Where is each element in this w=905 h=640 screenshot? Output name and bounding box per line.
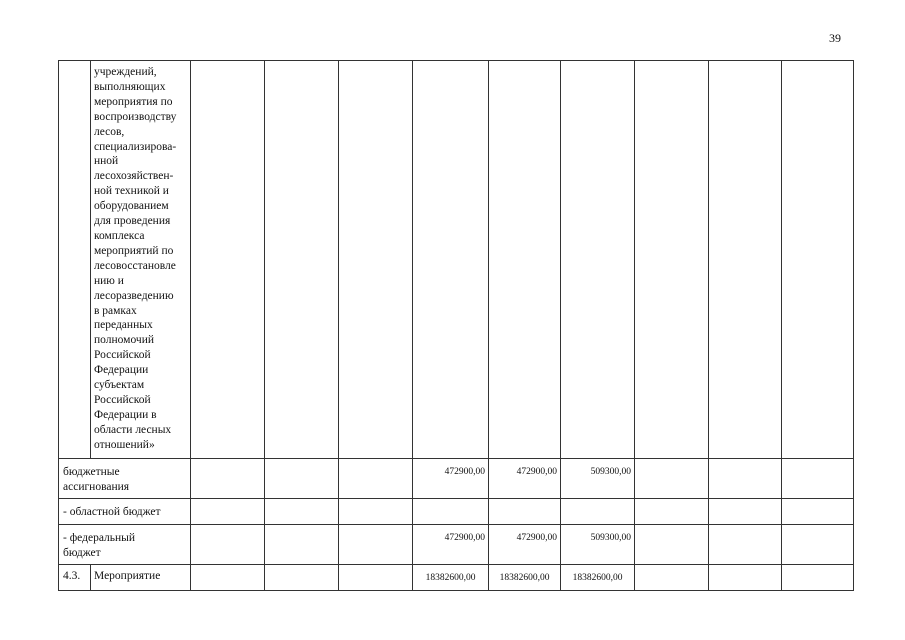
table-cell [191,525,265,565]
value-cell [413,525,489,565]
value [489,499,560,505]
table-cell [191,565,265,591]
description-text: учреждений, выполняющих мероприятия по воспроизводству лесов, специализирова- нной лесохозяйствен- ной техникой и оборудованием для проведения комплекса мероприятий по лесовосстановле нию и лесоразведению в рамках переданных полномочий Российской Федерации субъектам Российской Федерации в области лесных отношений» [94,66,177,451]
table-cell [339,61,413,459]
table-cell [635,459,709,499]
table-cell [782,525,854,565]
value-cell [489,525,561,565]
table-cell [265,565,339,591]
value: 509300,00 [590,533,631,543]
value: 472900,00 [444,467,485,477]
table-row-item-4-3 [59,565,854,591]
table-cell [782,61,854,459]
row-label-cell [59,459,191,499]
row-label: - областной бюджет [63,506,161,518]
table-cell [635,565,709,591]
value [561,499,634,505]
value: 18382600,00 [499,573,550,583]
table-cell [339,525,413,565]
row-label-cell [59,499,191,525]
value-cell [413,565,489,591]
item-title-cell [91,565,191,591]
table-cell [265,525,339,565]
table-cell [339,499,413,525]
value: 472900,00 [516,533,557,543]
table-cell [413,61,489,459]
table-cell [191,499,265,525]
table-cell [265,61,339,459]
table-cell [709,525,782,565]
table-cell [635,61,709,459]
row-label: бюджетные ассигнования [63,466,130,493]
budget-table [58,60,854,591]
table-cell [709,459,782,499]
table-cell [709,499,782,525]
value: 18382600,00 [425,573,476,583]
table-row-federal-budget [59,525,854,565]
value-cell [489,459,561,499]
table-cell [59,61,91,459]
value: 472900,00 [516,467,557,477]
value-cell [413,499,489,525]
table-cell [782,565,854,591]
table-cell [265,499,339,525]
table-cell [709,61,782,459]
item-title: Мероприятие [94,570,161,582]
item-code: 4.3. [63,570,81,582]
table-cell [635,499,709,525]
table-cell [339,459,413,499]
table-row-budget-allocations [59,459,854,499]
value: 509300,00 [590,467,631,477]
value [413,499,488,505]
table-row-description [59,61,854,459]
table-cell [191,61,265,459]
row-label-cell [59,525,191,565]
value-cell [561,565,635,591]
table-cell [635,525,709,565]
table-cell [489,61,561,459]
table-row-regional-budget [59,499,854,525]
value-cell [561,459,635,499]
description-cell [91,61,191,459]
value: 472900,00 [444,533,485,543]
item-code-cell [59,565,91,591]
value-cell [489,565,561,591]
table-cell [561,61,635,459]
table-cell [265,459,339,499]
row-label: - федеральный бюджет [63,532,136,559]
table-cell [191,459,265,499]
table-cell [782,499,854,525]
table-cell [709,565,782,591]
table-cell [782,459,854,499]
value-cell [413,459,489,499]
value-cell [489,499,561,525]
table-cell [339,565,413,591]
page-number: 39 [829,31,841,45]
value-cell [561,525,635,565]
value: 18382600,00 [572,573,623,583]
value-cell [561,499,635,525]
